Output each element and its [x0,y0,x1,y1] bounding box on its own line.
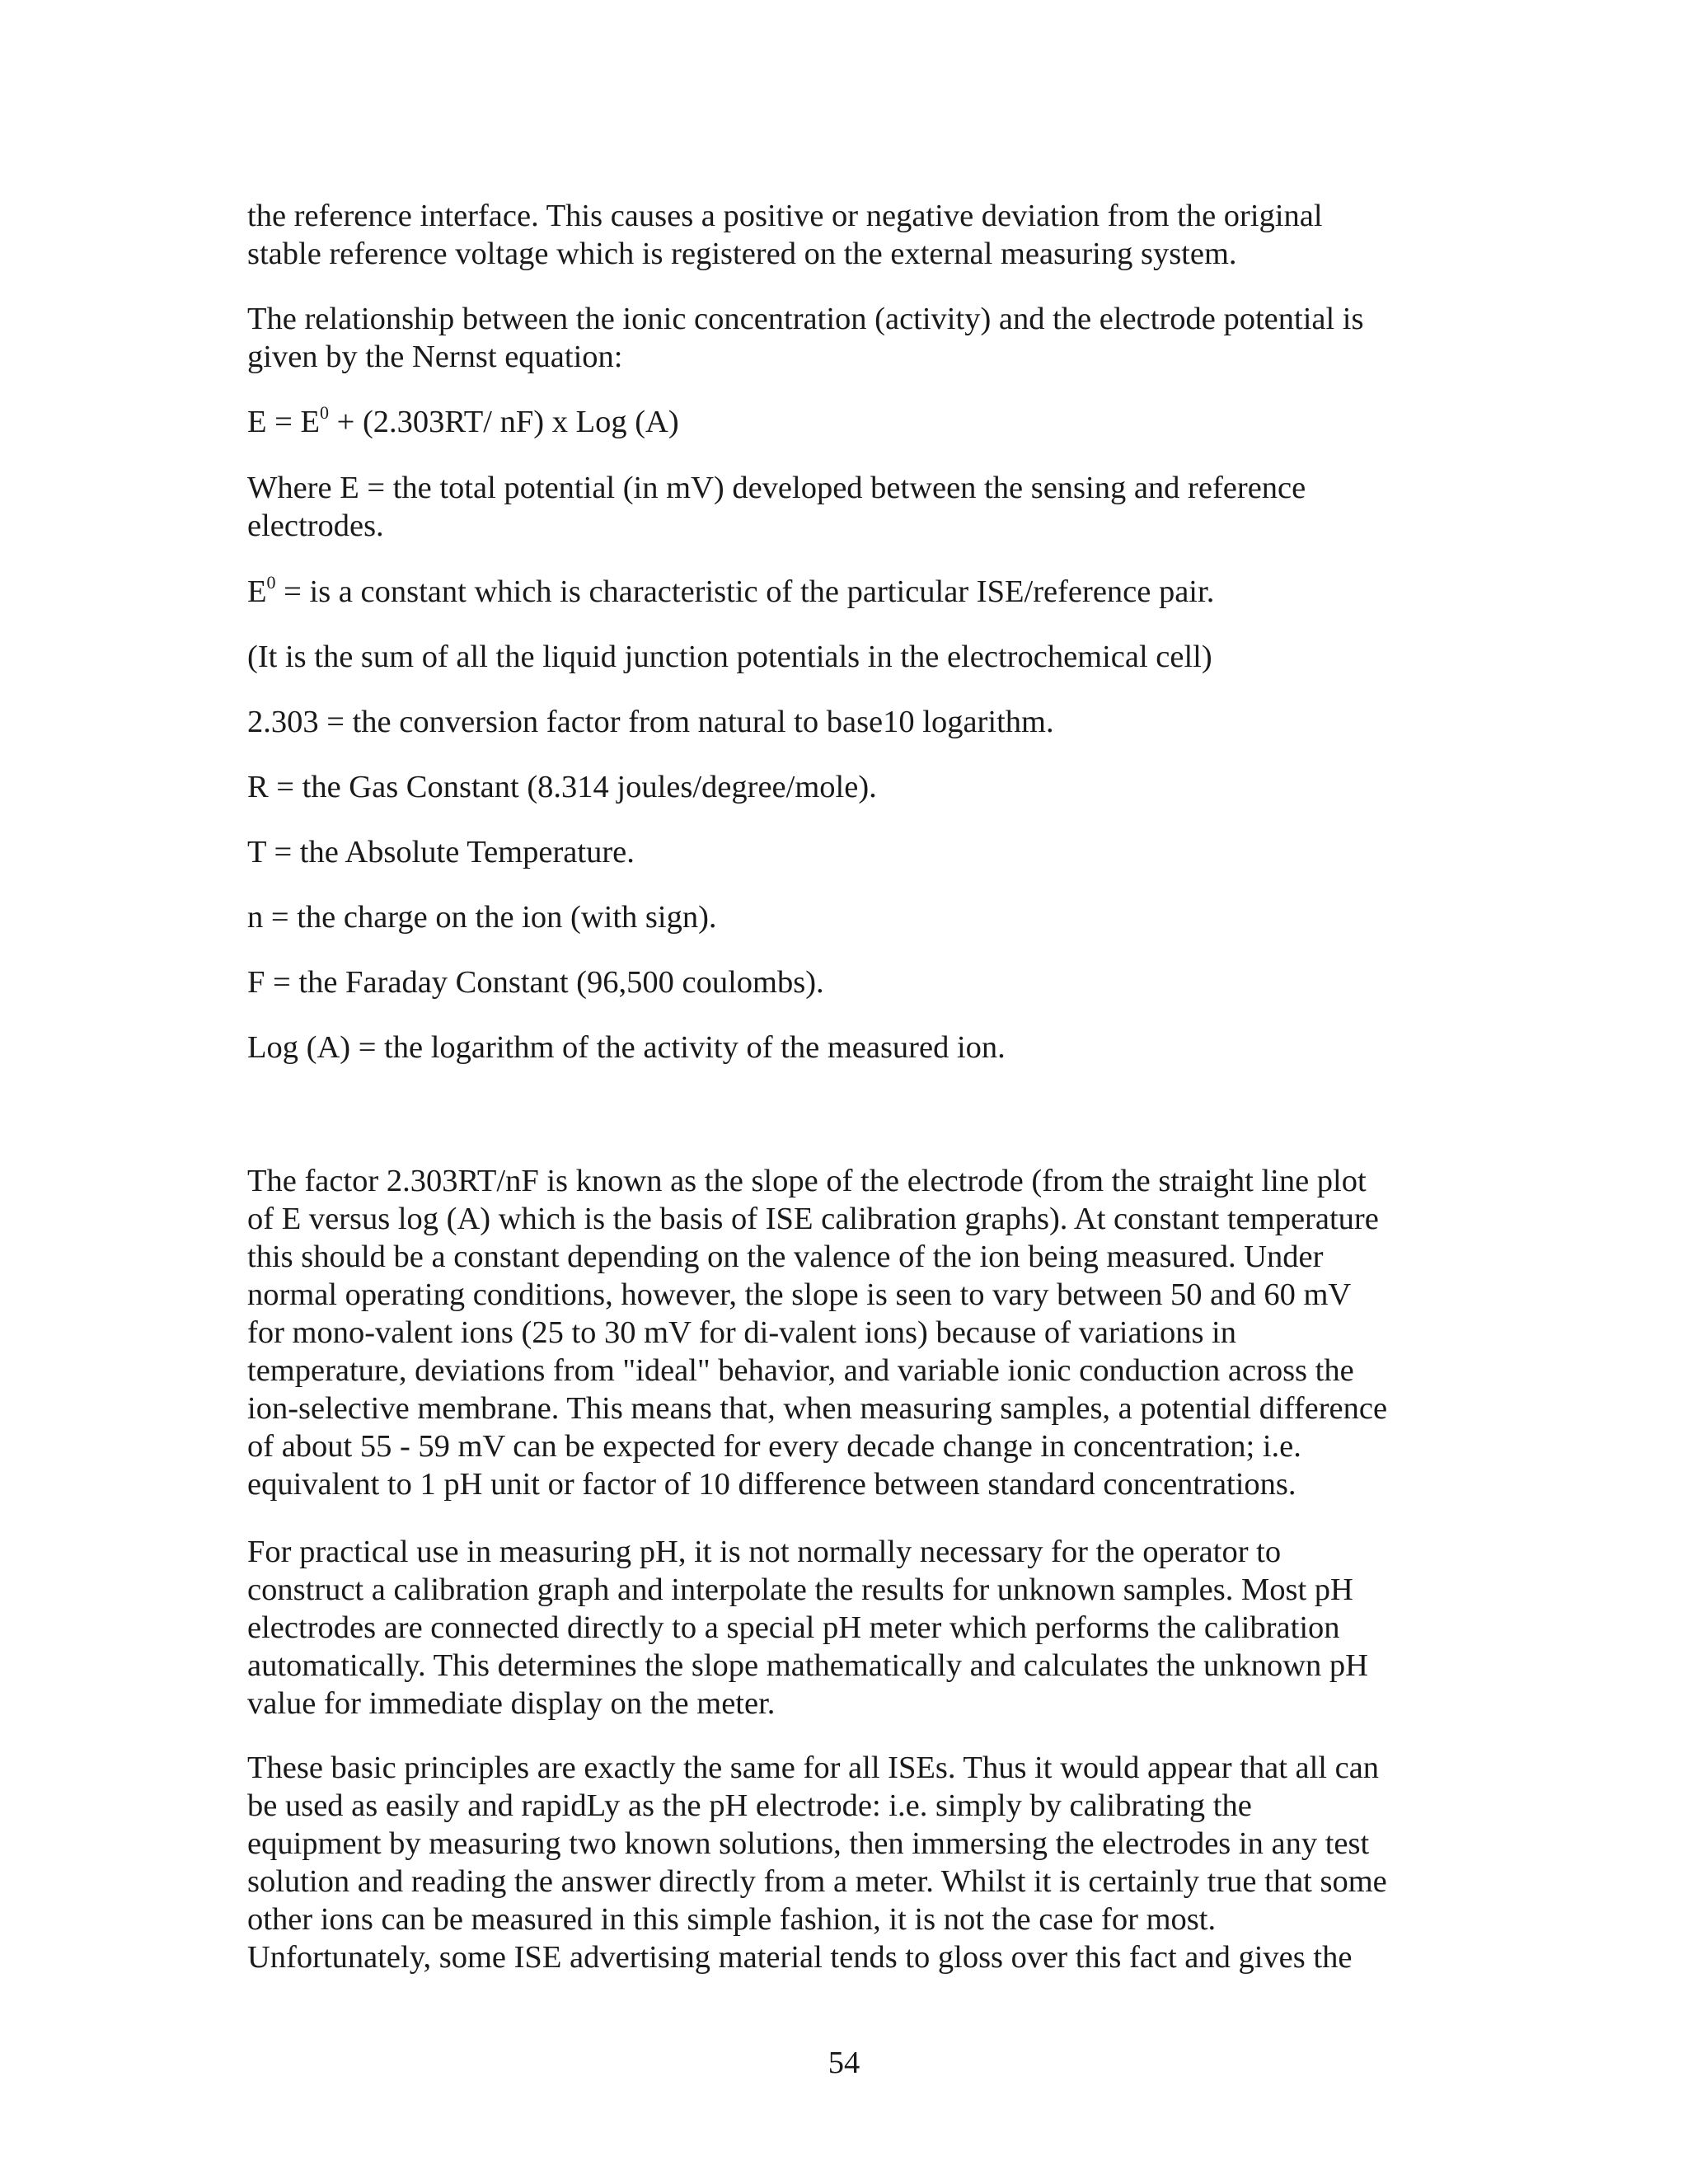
text-line: of E versus log (A) which is the basis of ISE calibration graphs). At constant temperature [247,1202,1379,1236]
definition-e0 [247,573,1214,611]
equation-left: E = E [247,405,320,439]
text-line: solution and reading the answer directly from a meter. Whilst it is certainly true that some [247,1864,1387,1899]
text-line: temperature, deviations from "ideal" behavior, and variable ionic conduction across the [247,1353,1354,1388]
text-line: equivalent to 1 pH unit or factor of 10 difference between standard concentrations. [247,1467,1296,1502]
text-line: normal operating conditions, however, the slope is seen to vary between 50 and 60 mV [247,1277,1352,1312]
definition-t: T = the Absolute Temperature. [247,835,635,869]
definition-f: F = the Faraday Constant (96,500 coulombs). [247,965,824,1000]
definition-e0-superscript: 0 [266,572,276,593]
equation-right: + (2.303RT/ nF) x Log (A) [329,405,679,439]
text-line: of about 55 - 59 mV can be expected for every decade change in concentration; i.e. [247,1429,1301,1464]
text-line: electrodes are connected directly to a special pH meter which performs the calibration [247,1610,1340,1645]
text-line: for mono-valent ions (25 to 30 mV for di-valent ions) because of variations in [247,1315,1237,1350]
text-line: equipment by measuring two known solutions, then immersing the electrodes in any test [247,1826,1370,1861]
text-line: Where E = the total potential (in mV) developed between the sensing and reference [247,471,1306,505]
text-line: The relationship between the ionic concentration (activity) and the electrode potential is [247,302,1364,336]
paragraph-relationship [247,300,1459,376]
text-line: construct a calibration graph and interpolate the results for unknown samples. Most pH [247,1572,1353,1607]
text-line: be used as easily and rapidLy as the pH electrode: i.e. simply by calibrating the [247,1788,1252,1823]
text-line: ion-selective membrane. This means that, when measuring samples, a potential difference [247,1391,1388,1426]
definition-e0-text: = is a constant which is characteristic of the particular ISE/reference pair. [275,574,1215,609]
definition-e [247,469,1459,545]
text-line: The factor 2.303RT/nF is known as the slope of the electrode (from the straight line plot [247,1164,1367,1198]
definition-e0-prefix: E [247,574,267,609]
text-line: given by the Nernst equation: [247,340,623,374]
paragraph-principles [247,1749,1459,1976]
definition-e0-note: (It is the sum of all the liquid junction potentials in the electrochemical cell) [247,640,1212,674]
text-line: this should be a constant depending on the valence of the ion being measured. Under [247,1240,1324,1274]
text-line: other ions can be measured in this simple fashion, it is not the case for most. [247,1902,1217,1937]
nernst-equation [247,403,679,441]
paragraph-practical [247,1533,1459,1722]
definition-n: n = the charge on the ion (with sign). [247,900,717,935]
text-line: value for immediate display on the meter. [247,1686,776,1721]
page-number: 54 [828,2046,860,2080]
text-line: These basic principles are exactly the same for all ISEs. Thus it would appear that all can [247,1750,1380,1785]
text-line: For practical use in measuring pH, it is not normally necessary for the operator to [247,1535,1282,1569]
text-line: stable reference voltage which is registered on the external measuring system. [247,237,1237,271]
text-line: electrodes. [247,509,384,543]
paragraph-slope [247,1162,1459,1503]
text-line: Unfortunately, some ISE advertising material tends to gloss over this fact and gives the [247,1940,1353,1975]
text-line: automatically. This determines the slope mathematically and calculates the unknown pH [247,1648,1368,1683]
paragraph-intro [247,197,1459,273]
definition-r: R = the Gas Constant (8.314 joules/degree/mole). [247,770,877,804]
definition-2303: 2.303 = the conversion factor from natural to base10 logarithm. [247,705,1054,739]
definition-log-a: Log (A) = the logarithm of the activity of the measured ion. [247,1030,1006,1065]
text-line: the reference interface. This causes a positive or negative deviation from the original [247,199,1323,233]
equation-superscript: 0 [320,402,329,423]
